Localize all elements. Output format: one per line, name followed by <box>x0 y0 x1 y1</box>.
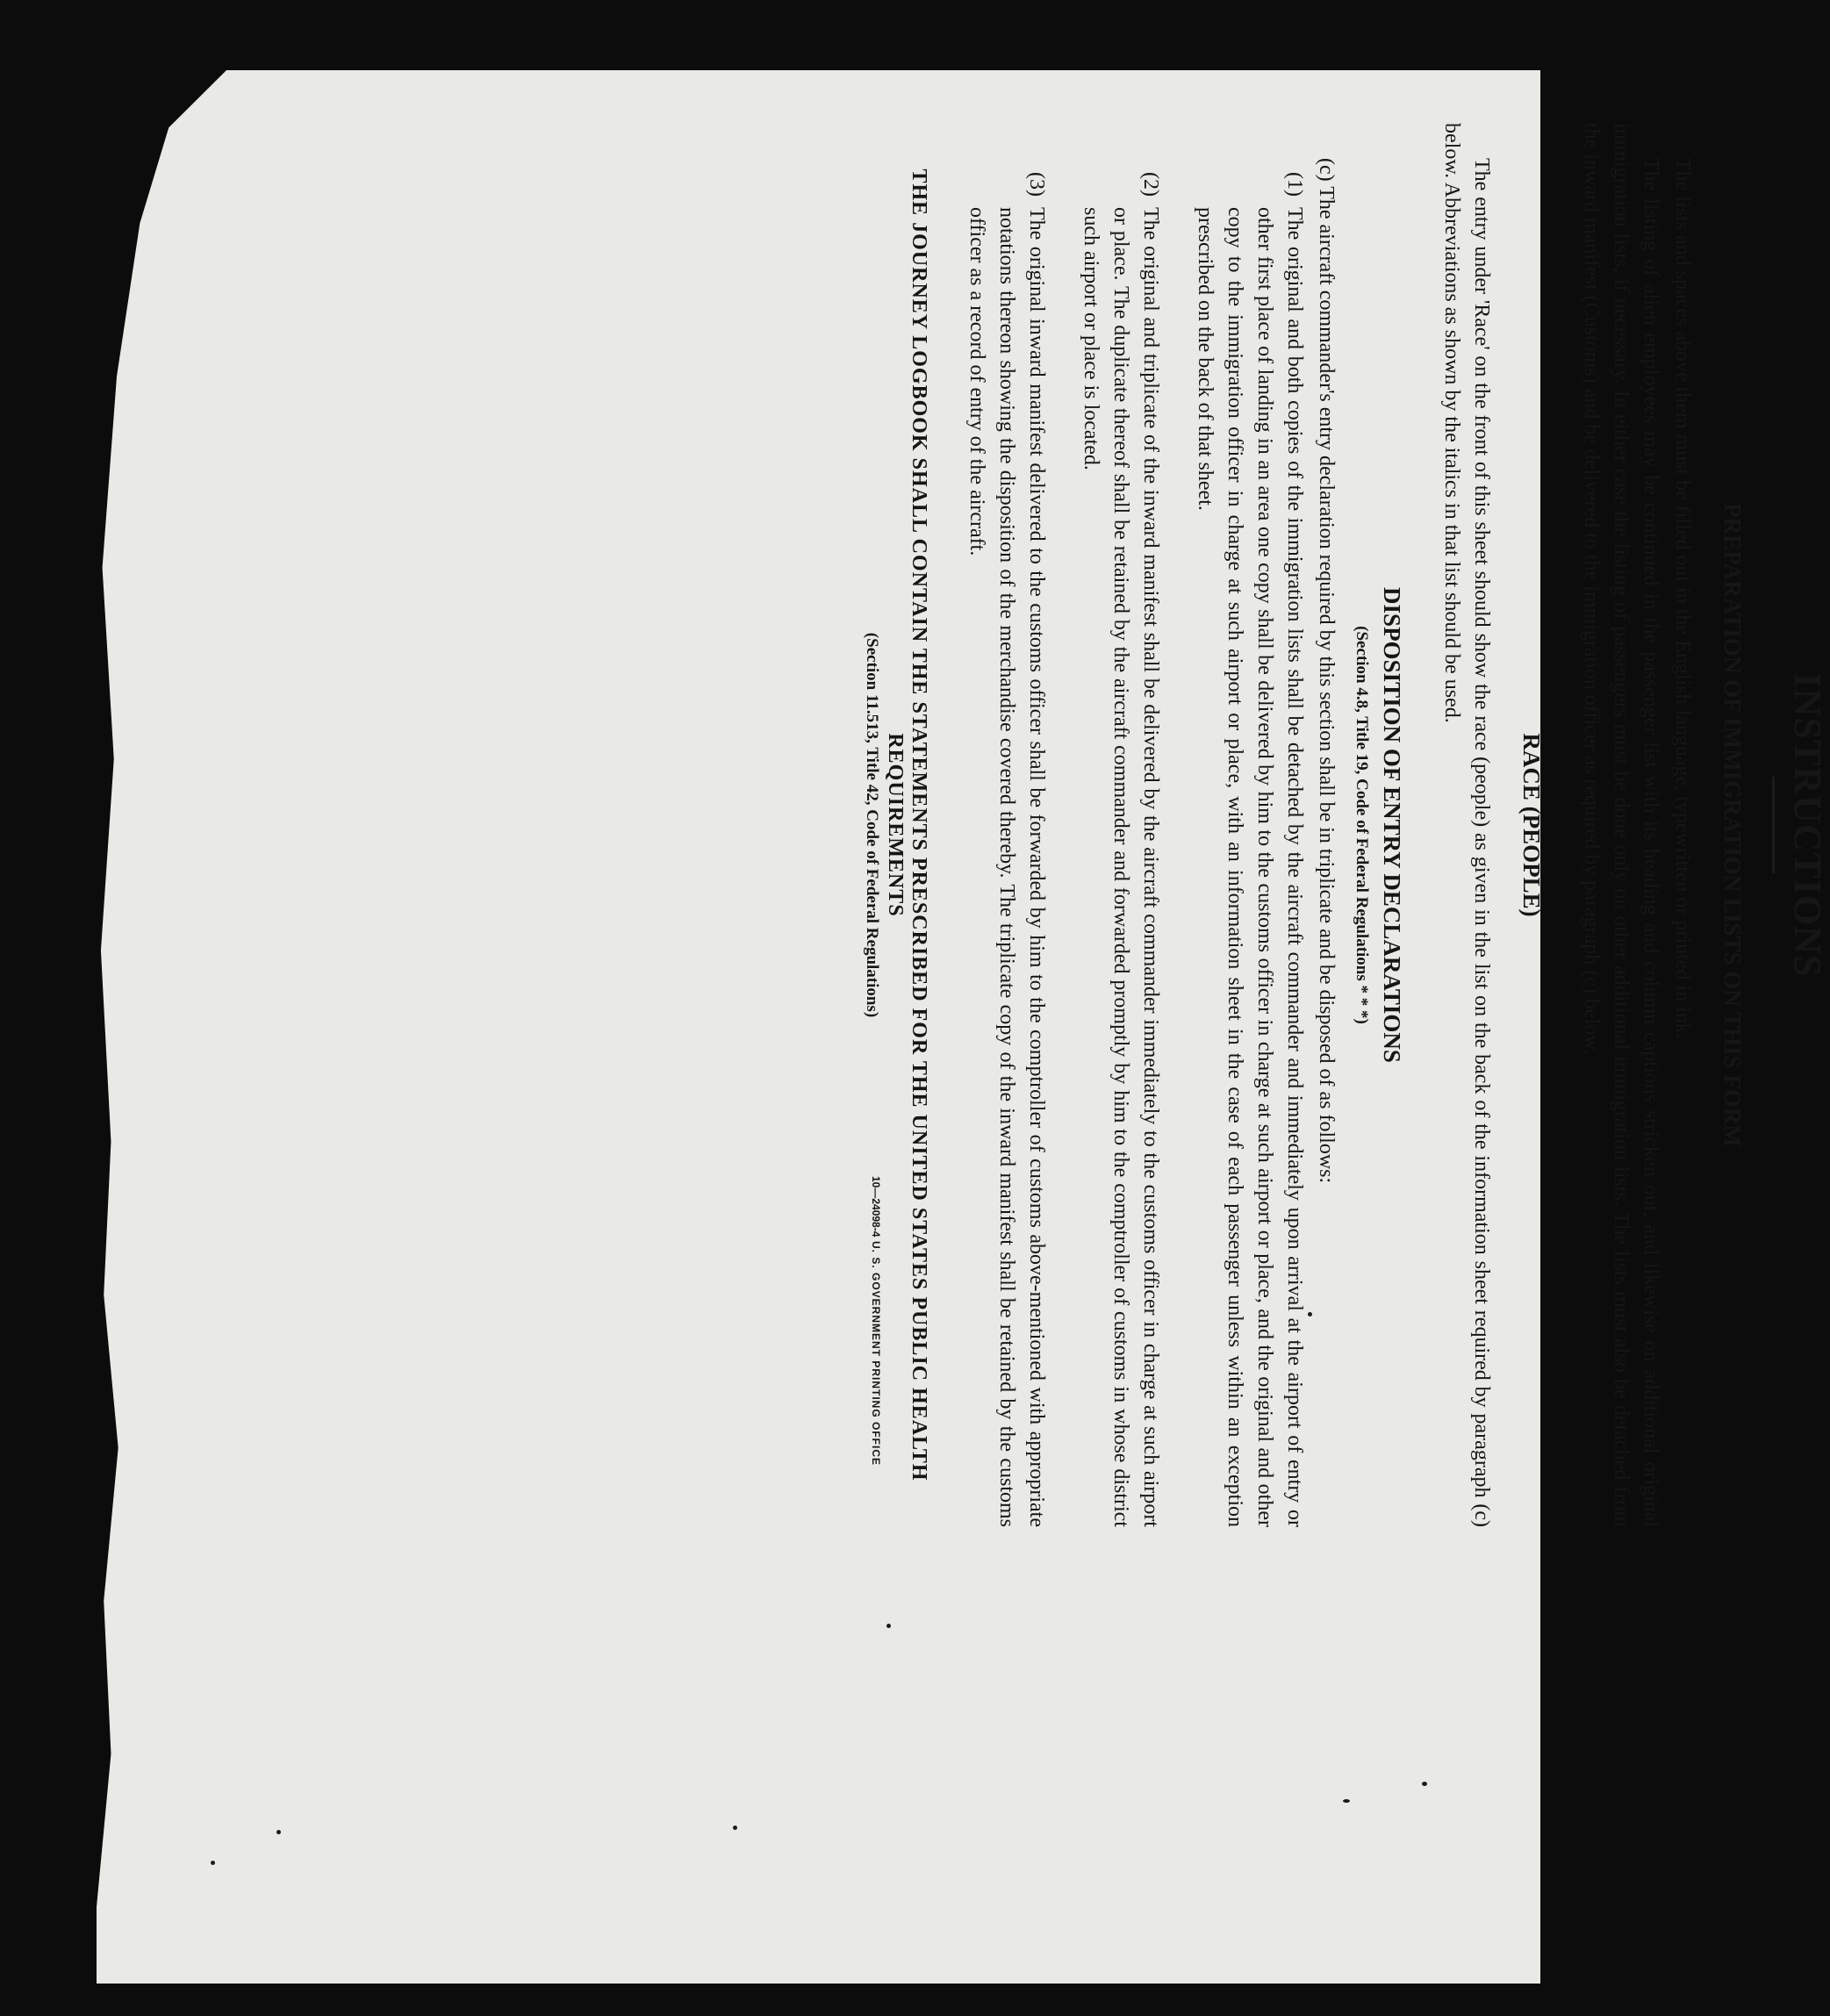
speck <box>733 1826 737 1830</box>
speck <box>886 1624 891 1628</box>
disposition-heading: DISPOSITION OF ENTRY DECLARATIONS <box>1379 587 1405 1063</box>
speck <box>276 1830 281 1834</box>
item-number: (1) <box>1283 172 1306 197</box>
disposition-item <box>1190 123 1310 1527</box>
footer-reference: (Section 11.513, Title 42, Code of Federal Regulations) <box>863 632 881 1018</box>
preparation-paragraph-1: The lists and spaces above them must be filled out in the English language, typewritten or printed in ink. <box>1671 158 1694 1039</box>
item-number: (2) <box>1139 172 1162 197</box>
title-underline <box>1772 777 1775 873</box>
item-number: (3) <box>1025 172 1048 197</box>
disposition-item <box>962 123 1051 1527</box>
printer-imprint: U. S. GOVERNMENT PRINTING OFFICE <box>870 1240 882 1466</box>
page-title: INSTRUCTIONS <box>1786 672 1829 978</box>
race-heading: RACE (PEOPLE) <box>1518 733 1545 917</box>
race-paragraph: The entry under 'Race' on the front of this sheet should show the race (people) as given in the list on the back of the information sheet required by paragraph (c) below. Abbreviations as shown by the italics in that list should be used. <box>1440 123 1493 1527</box>
disposition-intro: (c) The aircraft commander's entry declaration required by this section shall be in triplicate and be disposed of as follows: <box>1315 158 1338 1184</box>
preparation-paragraph-2: The listing of alien employees may be continued in the passenger list with its heading and column captions stricken out, and likewise on additional original immigration lists, if necessary. In either case the listing of passengers must be done only on other additional immigration lists. The lists must also be detached from the inward manifest (Customs) and be delivered to the immigration officer as required by paragraph (c) below. <box>1580 123 1662 1527</box>
footer-requirement: THE JOURNEY LOGBOOK SHALL CONTAIN THE STATEMENTS PRESCRIBED FOR THE UNITED STATES PUBLIC HEALTH REQUIREMENTS <box>884 169 930 1482</box>
item-text: The original and both copies of the immigration lists shall be detached by the aircraft commander and immediately upon arrival at the airport of entry or other first place of landing in an area one copy shall be delivered by him to the customs officer in charge at such airport or place, and the original and other copy to the immigration officer in charge at such airport or place, with an information sheet in the case of each passenger unless within an exception prescribed on the back of that sheet. <box>1194 207 1306 1527</box>
speck <box>1343 1799 1350 1803</box>
disposition-item <box>1076 123 1166 1527</box>
document-text <box>733 123 1830 1527</box>
item-text: The original and triplicate of the inward manifest shall be delivered by the aircraft commander immediately to the customs officer in charge at such airport or place. The duplicate thereof shall be retained by the aircraft commander and forwarded promptly by him to the comptroller of customs in whose district such airport or place is located. <box>1080 207 1162 1527</box>
speck <box>1422 1782 1427 1786</box>
item-text: The original inward manifest delivered to the customs officer shall be forwarded by him to the comptroller of customs above-mentioned with appropriate notations thereon showing the disposition of the merchandise covered thereby. The triplicate copy of the inward manifest shall be retained by the customs officer as a record of entry of the aircraft. <box>965 207 1048 1527</box>
race-section <box>1437 123 1545 1527</box>
form-number: 10—24098-4 <box>870 1176 882 1238</box>
preparation-heading: PREPARATION OF IMMIGRATION LISTS ON THIS FORM <box>1719 503 1746 1147</box>
speck <box>211 1861 215 1865</box>
preparation-section <box>1576 123 1746 1527</box>
disposition-section <box>962 123 1405 1527</box>
disposition-reference: (Section 4.8, Title 19, Code of Federal Regulations * * *) <box>1353 626 1371 1024</box>
